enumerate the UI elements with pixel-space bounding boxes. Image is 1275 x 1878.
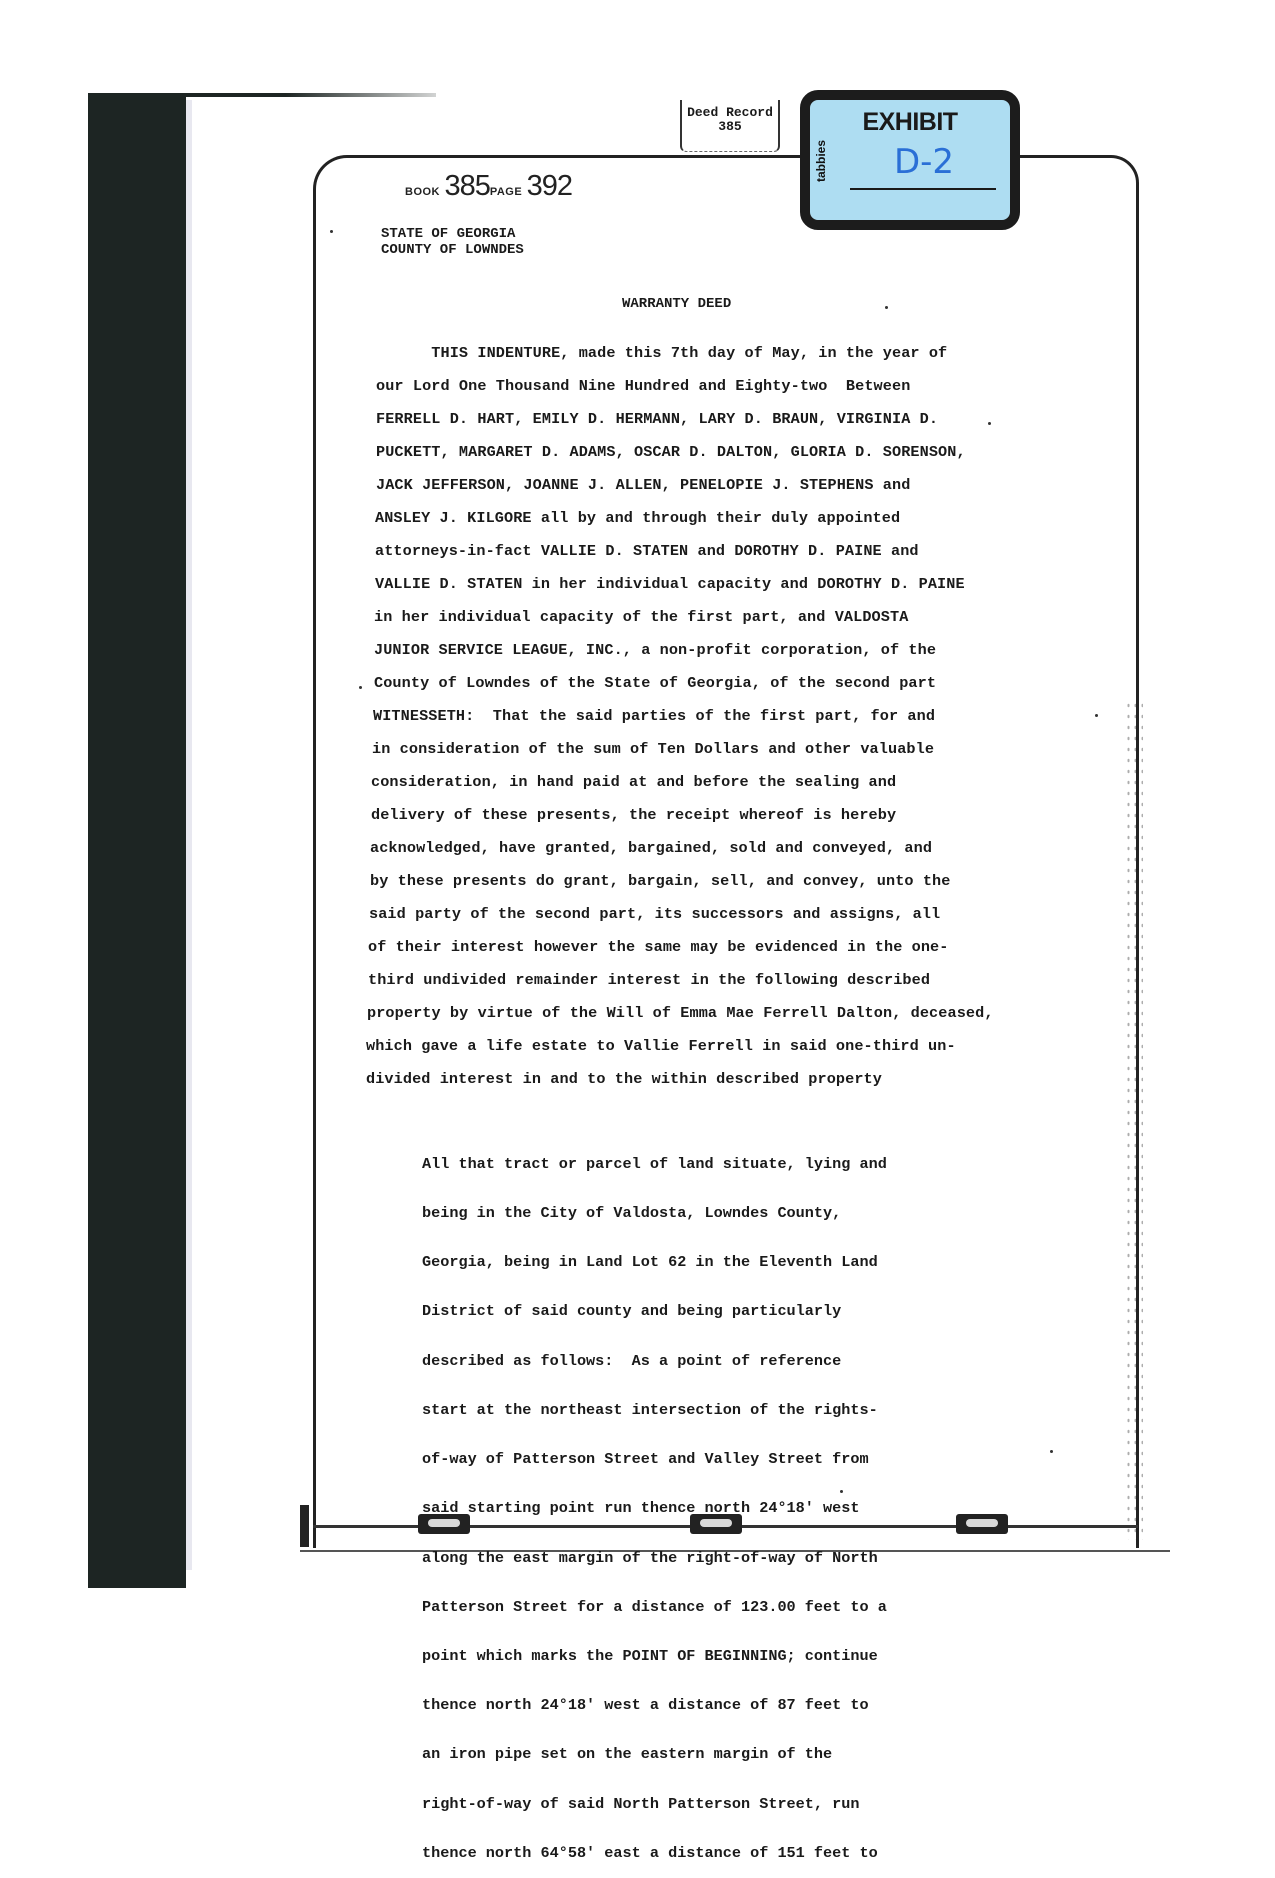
body-line: JACK JEFFERSON, JOANNE J. ALLEN, PENELOPIE J. STEPHENS and <box>376 476 911 494</box>
legal-line: point which marks the POINT OF BEGINNING; continue <box>422 1647 878 1665</box>
legal-line: of-way of Patterson Street and Valley Street from <box>422 1450 869 1469</box>
body-line: VALLIE D. STATEN in her individual capacity and DOROTHY D. PAINE <box>375 575 965 593</box>
deed-record-tab <box>680 100 780 152</box>
body-line: which gave a life estate to Vallie Ferrell in said one-third un- <box>366 1037 956 1055</box>
binding-strip <box>88 93 186 1588</box>
body-line: WITNESSETH: That the said parties of the first part, for and <box>373 707 936 725</box>
legal-line: start at the northeast intersection of the rights- <box>422 1400 878 1419</box>
state-line: STATE OF GEORGIA <box>381 226 516 242</box>
deed-record-label: Deed Record <box>687 105 773 120</box>
book-page-stamp <box>405 170 572 203</box>
legal-line: being in the City of Valdosta, Lowndes County, <box>422 1204 842 1223</box>
body-line: by these presents do grant, bargain, sell, and convey, unto the <box>370 872 951 890</box>
body-line: in consideration of the sum of Ten Dollars and other valuable <box>372 740 935 758</box>
scan-speck <box>1095 714 1098 717</box>
scan-speck <box>988 422 991 425</box>
legal-line: Georgia, being in Land Lot 62 in the Eleventh Land <box>422 1253 878 1272</box>
legal-line: right-of-way of said North Patterson Street, run <box>422 1794 860 1813</box>
body-line: FERRELL D. HART, EMILY D. HERMANN, LARY D. BRAUN, VIRGINIA D. <box>376 410 939 428</box>
scan-speck <box>885 306 888 309</box>
body-line: said party of the second part, its successors and assigns, all <box>369 905 941 923</box>
body-line: JUNIOR SERVICE LEAGUE, INC., a non-profit corporation, of the <box>374 641 937 659</box>
binder-edge-mark <box>300 1505 309 1547</box>
body-line: consideration, in hand paid at and before the sealing and <box>371 773 897 791</box>
scan-speck <box>1050 1450 1053 1453</box>
legal-line: described as follows: As a point of reference <box>422 1351 842 1370</box>
county-line: COUNTY OF LOWNDES <box>381 242 524 258</box>
legal-description <box>422 1123 887 1878</box>
body-line: divided interest in and to the within described property <box>366 1070 882 1088</box>
body-line: property by virtue of the Will of Emma Mae Ferrell Dalton, deceased, <box>367 1004 994 1022</box>
body-line: in her individual capacity of the first part, and VALDOSTA <box>374 608 909 626</box>
page-label: PAGE <box>489 186 523 198</box>
legal-line: District of said county and being particularly <box>422 1302 842 1321</box>
body-line: ANSLEY J. KILGORE all by and through their duly appointed <box>375 509 901 527</box>
exhibit-brand: tabbies <box>814 140 828 183</box>
scan-speck <box>330 230 333 233</box>
scan-speck <box>840 1490 843 1493</box>
deed-record-number: 385 <box>718 119 742 134</box>
sheet-edge <box>186 100 192 1570</box>
legal-line: said starting point run thence north 24°18' west <box>422 1499 860 1518</box>
jurisdiction-heading <box>381 226 524 258</box>
binding-top-shadow <box>186 93 436 97</box>
legal-line: Patterson Street for a distance of 123.00 feet to a <box>422 1597 887 1616</box>
body-line: THIS INDENTURE, made this 7th day of May, in the year of <box>376 344 948 362</box>
body-line: attorneys-in-fact VALLIE D. STATEN and DOROTHY D. PAINE and <box>375 542 919 560</box>
exhibit-sticker <box>800 90 1020 230</box>
body-line: PUCKETT, MARGARET D. ADAMS, OSCAR D. DALTON, GLORIA D. SORENSON, <box>376 443 966 461</box>
body-line: delivery of these presents, the receipt whereof is hereby <box>371 806 897 824</box>
exhibit-number: D-2 <box>893 142 955 182</box>
binder-ring-icon <box>956 1514 1008 1534</box>
body-line: County of Lowndes of the State of Georgia, of the second part <box>374 674 937 692</box>
book-number: 385 <box>444 170 490 202</box>
body-line: acknowledged, have granted, bargained, sold and conveyed, and <box>370 839 933 857</box>
legal-line: along the east margin of the right-of-way of North <box>422 1548 878 1567</box>
body-line: third undivided remainder interest in the following described <box>368 971 931 989</box>
legal-line: an iron pipe set on the eastern margin of the <box>422 1745 833 1764</box>
exhibit-label: EXHIBIT <box>862 108 958 136</box>
page-number: 392 <box>526 170 573 202</box>
body-line: our Lord One Thousand Nine Hundred and Eighty-two Between <box>376 377 911 395</box>
legal-line: All that tract or parcel of land situate, lying and <box>422 1154 887 1173</box>
exhibit-underline <box>850 188 996 190</box>
document-title: WARRANTY DEED <box>622 296 732 312</box>
scan-speck <box>359 686 362 689</box>
body-line: of their interest however the same may be evidenced in the one- <box>368 938 949 956</box>
legal-line: thence north 64°58' east a distance of 151 feet to <box>422 1843 878 1862</box>
legal-line: thence north 24°18' west a distance of 87 feet to <box>422 1696 869 1715</box>
book-label: BOOK <box>405 186 440 198</box>
